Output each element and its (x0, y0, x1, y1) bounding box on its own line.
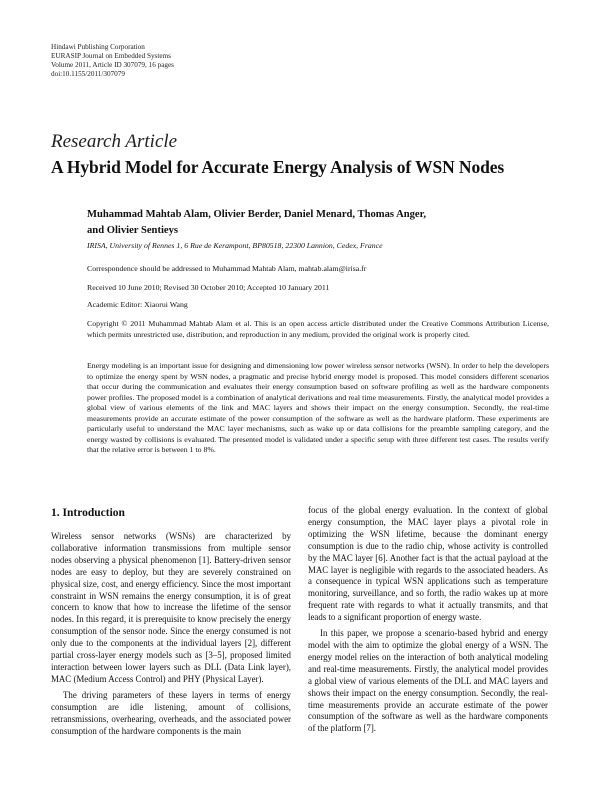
copyright-notice: Copyright © 2011 Muhammad Mahtab Alam et al. This is an open access article distributed under the Creative Commons Attribution License, which permits unrestricted use, distribution, and reproduction in any medium, provided the original work is properly cited. (87, 319, 549, 339)
author-line-1: Muhammad Mahtab Alam, Olivier Berder, Daniel Menard, Thomas Anger, (87, 209, 427, 220)
correspondence: Correspondence should be addressed to Muhammad Mahtab Alam, mahtab.alam@irisa.fr (87, 264, 367, 273)
article-type: Research Article (51, 131, 178, 152)
intro-paragraph-2-continued: focus of the global energy evaluation. In the context of global energy consumption, the MAC layer plays a pivotal role in optimizing the WSN lifetime, because the dominant energy consumption is due to the radio chip, whose activity is controlled by the MAC layer [6]. Another fact is that the actual payload at the MAC layer is negligible with regards to the associated headers. As a consequence in typical WSN applications such as temperature monitoring, surveillance, and so forth, the radio wakes up at more frequent rate with regards to what it actually transmits, and that leads to a significant proportion of energy waste. (308, 505, 548, 623)
journal-line: EURASIP Journal on Embedded Systems (51, 52, 171, 61)
doi-line: doi:10.1155/2011/307079 (51, 70, 125, 79)
intro-paragraph-2: The driving parameters of these layers in terms of energy consumption are idle listening, amount of collisions, retransmissions, overhearing, overheads, and the associated power consumption of the hardware components is the main (51, 689, 291, 736)
intro-paragraph-1: Wireless sensor networks (WSNs) are characterized by collaborative information transmissions from multiple sensor nodes observing a physical phenomenon [1]. Battery-driven sensor nodes are easy to deploy, but they are severely constrained on physical size, cost, and energy efficiency. Since the most important constraint in WSN remains the energy consumption, it is of great concern to know that how to increase the lifetime of the sensor nodes. In this regard, it is prerequisite to know precisely the energy consumption of the sensor node. Since the energy consumed is not only due to the components at the individual layers [2], different partial cross-layer energy models such as [3–5], proposed limited interaction between lower layers such as DLL (Data Link layer), MAC (Medium Access Control) and PHY (Physical Layer). (51, 531, 291, 684)
left-column (51, 507, 291, 737)
academic-editor: Academic Editor: Xiaorui Wang (87, 300, 188, 309)
abstract: Energy modeling is an important issue for designing and dimensioning low power wireless sensor networks (WSN). In order to help the developers to optimize the energy spent by WSN nodes, a pragmatic and precise hybrid energy model is proposed. This model considers different scenarios that occur during the communication and evaluates their energy consumption based on software profiling as well as the hardware components power profiles. The proposed model is a combination of analytical derivations and real time measurements. Firstly, the analytical model provides a global view of various elements of the link and MAC layers and shows their impact on the energy consumption. Secondly, the real-time measurements provide an accurate estimate of the power consumption of the software as well as the hardware platform. These experiments are particularly useful to understand the MAC layer mechanisms, such as wake up or data collisions for the preamble sampling category, and the energy wasted by collisions is evaluated. The presented model is validated under a specific setup with three different test cases. The results verify that the relative error is between 1 to 8%. (87, 361, 549, 454)
right-column (308, 505, 548, 735)
author-list (87, 207, 549, 238)
publisher-line: Hindawi Publishing Corporation (51, 43, 145, 51)
journal-header (51, 43, 174, 79)
volume-line: Volume 2011, Article ID 307079, 16 pages (51, 61, 174, 70)
received-dates: Received 10 June 2010; Revised 30 October 2010; Accepted 10 January 2011 (87, 283, 330, 292)
paper-title: A Hybrid Model for Accurate Energy Analysis of WSN Nodes (51, 157, 505, 177)
section-heading-introduction: 1. Introduction (51, 507, 125, 519)
intro-paragraph-3: In this paper, we propose a scenario-based hybrid and energy model with the aim to optimize the global energy of a WSN. The energy model relies on the interaction of both analytical modeling and real-time measurements. Firstly, the analytical model provides a global view of various elements of the DLL and MAC layers and shows their impact on the energy consumption. Secondly, the real-time measurements provide an accurate estimate of the power consumption of the software as well as the hardware components of the platform [7]. (308, 628, 548, 734)
author-line-2: and Olivier Sentieys (87, 224, 179, 236)
affiliation: IRISA, University of Rennes 1, 6 Rue de Kerampont, BP80518, 22300 Lannion, Cedex, France (87, 241, 383, 250)
